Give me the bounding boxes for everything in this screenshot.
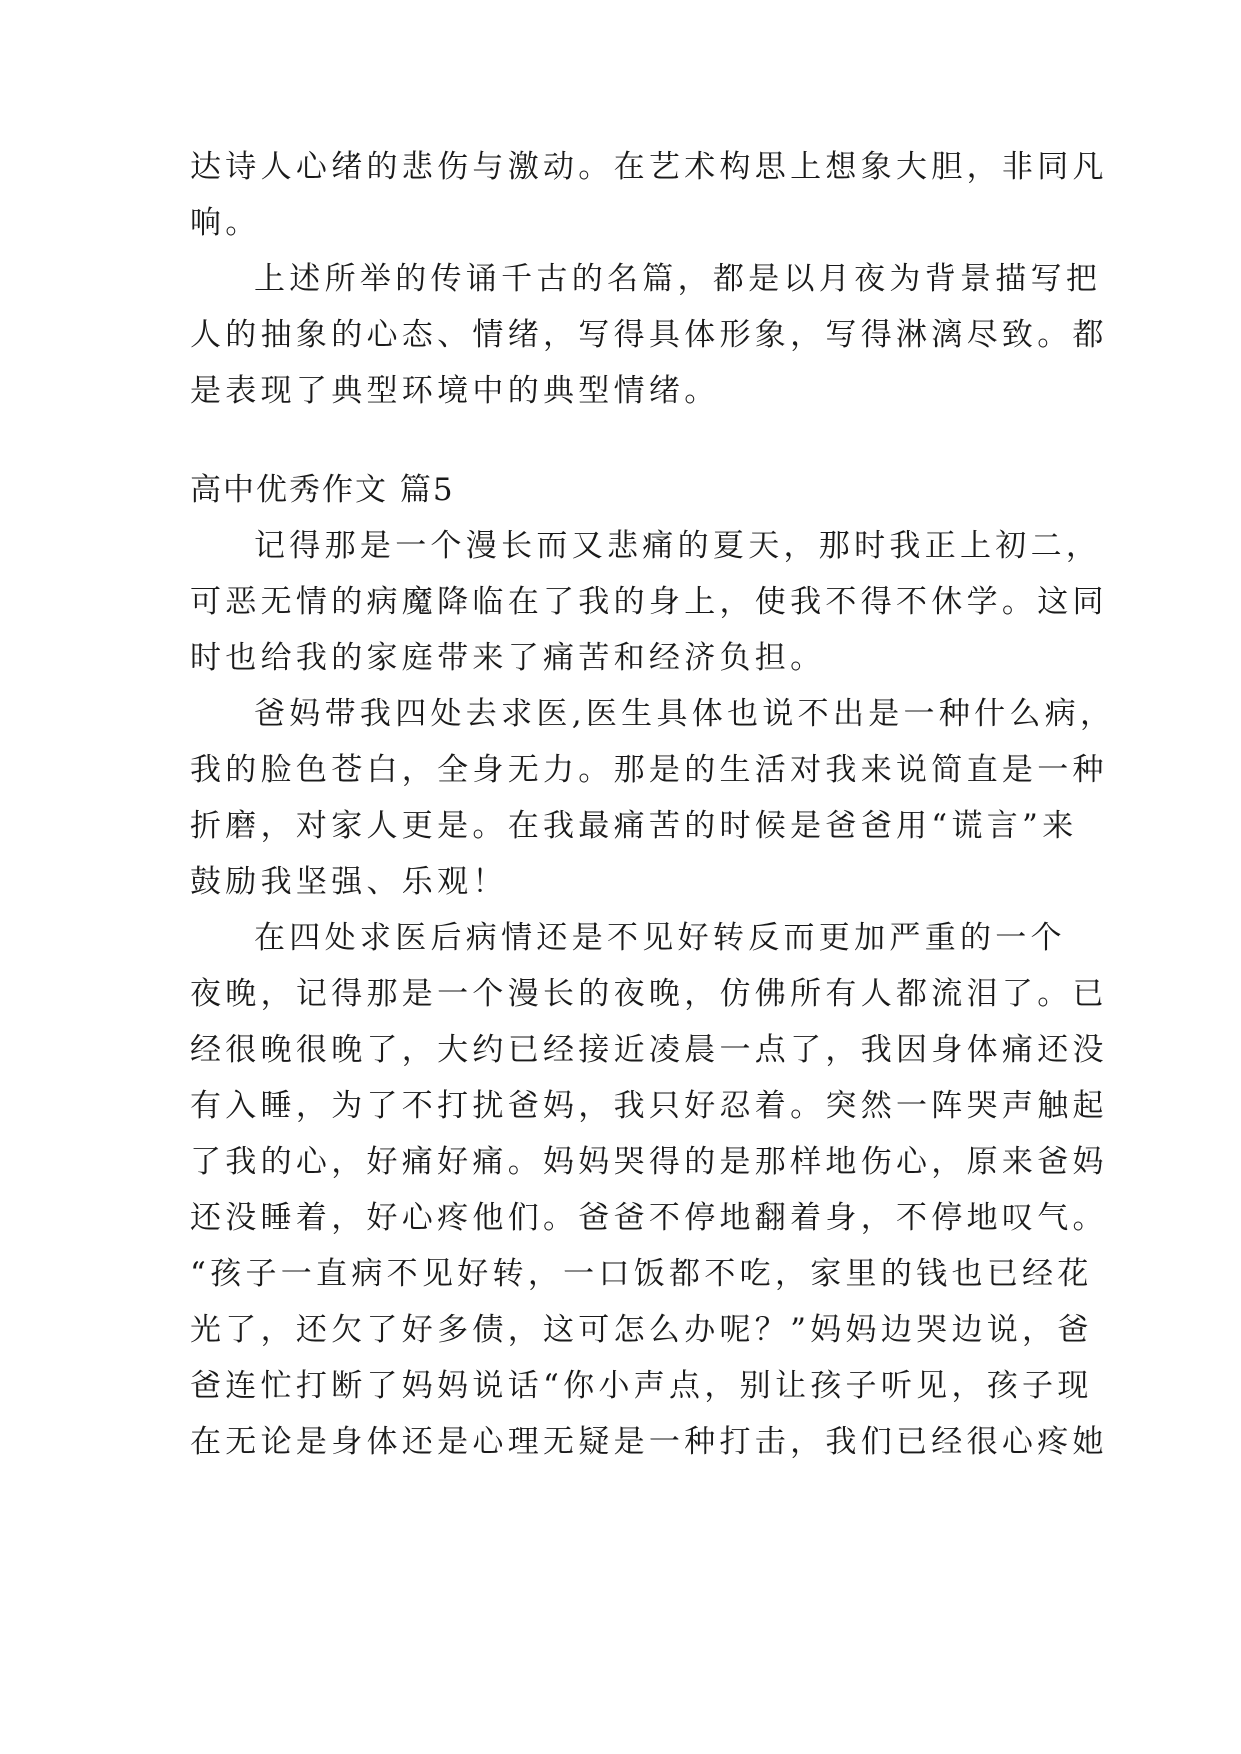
text-line: 是表现了典型环境中的典型情绪。 (190, 373, 720, 409)
text-line: 记得那是一个漫长而又悲痛的夏天，那时我正上初二， (254, 528, 1102, 564)
text-line: 响。 (190, 205, 261, 241)
text-line: 了我的心，好痛好痛。妈妈哭得的是那样地伤心，原来爸妈 (190, 1144, 1108, 1180)
text-line: 爸连忙打断了妈妈说话“你小声点，别让孩子听见，孩子现 (190, 1368, 1093, 1404)
text-line: 光了，还欠了好多债，这可怎么办呢？”妈妈边哭边说，爸 (190, 1312, 1093, 1348)
text-line: 折磨，对家人更是。在我最痛苦的时候是爸爸用“谎言”来 (190, 808, 1078, 844)
text-line: 在无论是身体还是心理无疑是一种打击，我们已经很心疼她 (190, 1424, 1108, 1460)
text-line: 可恶无情的病魔降临在了我的身上，使我不得不休学。这同 (190, 584, 1108, 620)
text-line: 时也给我的家庭带来了痛苦和经济负担。 (190, 640, 826, 676)
text-line: “孩子一直病不见好转，一口饭都不吃，家里的钱也已经花 (190, 1256, 1093, 1292)
text-line: 爸妈带我四处去求医,医生具体也说不出是一种什么病， (254, 696, 1116, 732)
text-line: 人的抽象的心态、情绪，写得具体形象，写得淋漓尽致。都 (190, 317, 1108, 353)
text-line: 在四处求医后病情还是不见好转反而更加严重的一个 (254, 920, 1066, 956)
text-line: 夜晚，记得那是一个漫长的夜晚，仿佛所有人都流泪了。已 (190, 976, 1108, 1012)
text-line: 上述所举的传诵千古的名篇，都是以月夜为背景描写把 (254, 261, 1102, 297)
text-line: 经很晚很晚了，大约已经接近凌晨一点了，我因身体痛还没 (190, 1032, 1108, 1068)
section-heading: 高中优秀作文 篇5 (190, 472, 455, 508)
text-line: 有入睡，为了不打扰爸妈，我只好忍着。突然一阵哭声触起 (190, 1088, 1108, 1124)
text-line: 还没睡着，好心疼他们。爸爸不停地翻着身，不停地叹气。 (190, 1200, 1108, 1236)
text-line: 鼓励我坚强、乐观！ (190, 864, 508, 900)
text-line: 我的脸色苍白，全身无力。那是的生活对我来说简直是一种 (190, 752, 1108, 788)
text-line: 达诗人心绪的悲伤与激动。在艺术构思上想象大胆，非同凡 (190, 149, 1108, 185)
